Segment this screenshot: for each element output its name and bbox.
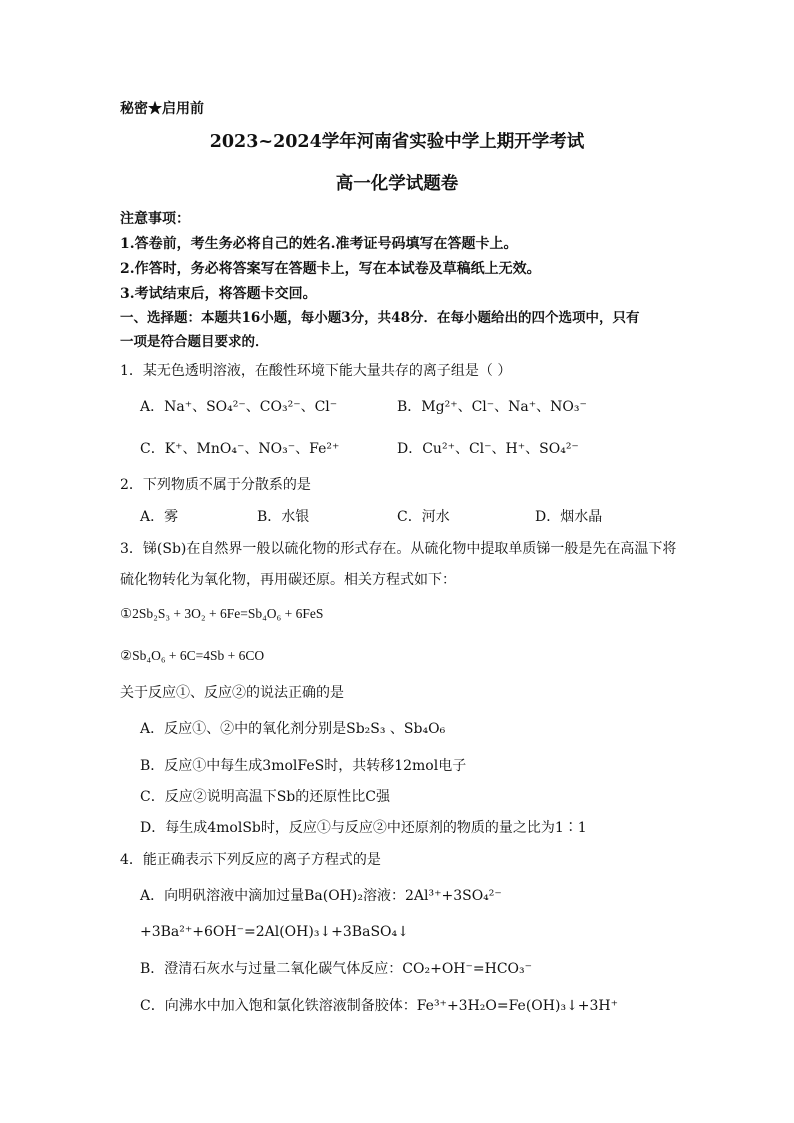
question-1-option-d: D．Cu²⁺、Cl⁻、H⁺、SO₄²⁻ (397, 441, 579, 457)
question-3-option-b: B．反应①中每生成3molFeS时，共转移12mol电子 (140, 758, 467, 774)
question-4-option-a-line2: +3Ba²⁺+6OH⁻=2Al(OH)₃↓+3BaSO₄↓ (140, 924, 409, 940)
note-3: 3.考试结束后，将答题卡交回。 (120, 286, 317, 302)
question-2-option-d: D．烟水晶 (535, 509, 603, 525)
paper-subtitle: 高一化学试题卷 (335, 174, 459, 194)
section-instructions-line2: 一项是符合题目要求的． (120, 334, 269, 350)
question-3-stem-line1: 3．锑(Sb)在自然界一般以硫化物的形式存在。从硫化物中提取单质锑一般是先在高温下将 (120, 541, 677, 557)
notes-heading: 注意事项： (120, 211, 190, 227)
equation-2: ②Sb₄O₆ + 6C=4Sb + 6CO (120, 648, 265, 663)
question-2-option-b: B．水银 (257, 509, 310, 525)
question-2-option-c: C．河水 (397, 509, 450, 525)
question-4-option-c: C．向沸水中加入饱和氯化铁溶液制备胶体：Fe³⁺+3H₂O=Fe(OH)₃↓+3H⁺ (140, 998, 619, 1014)
equation-1: ①2Sb₂S₃ + 3O₂ + 6Fe=Sb₄O₆ + 6FeS (120, 606, 324, 621)
question-4-stem: 4．能正确表示下列反应的离子方程式的是 (120, 852, 381, 868)
question-2-stem: 2．下列物质不属于分散系的是 (120, 477, 311, 493)
question-3-option-c: C．反应②说明高温下Sb的还原性比C强 (140, 789, 390, 805)
exam-title: 2023~2024学年河南省实验中学上期开学考试 (209, 132, 585, 152)
note-1: 1.答卷前，考生务必将自己的姓名.准考证号码填写在答题卡上。 (120, 236, 518, 252)
question-4-option-a-line1: A．向明矾溶液中滴加过量Ba(OH)₂溶液：2Al³⁺+3SO₄²⁻ (140, 888, 502, 904)
question-1-option-c: C．K⁺、MnO₄⁻、NO₃⁻、Fe²⁺ (140, 441, 340, 457)
note-2: 2.作答时，务必将答案写在答题卡上，写在本试卷及草稿纸上无效。 (120, 261, 541, 277)
question-1-option-a: A．Na⁺、SO₄²⁻、CO₃²⁻、Cl⁻ (140, 399, 338, 415)
question-3-stem-line2: 硫化物转化为氧化物，再用碳还原。相关方程式如下： (120, 572, 456, 588)
question-3-ask: 关于反应①、反应②的说法正确的是 (120, 685, 344, 701)
question-4-option-b: B．澄清石灰水与过量二氧化碳气体反应：CO₂+OH⁻=HCO₃⁻ (140, 961, 533, 977)
question-1-stem: 1．某无色透明溶液，在酸性环境下能大量共存的离子组是（ ） (120, 363, 512, 379)
question-1-option-b: B．Mg²⁺、Cl⁻、Na⁺、NO₃⁻ (397, 399, 587, 415)
confidential-label: 秘密★启用前 (120, 101, 204, 117)
section-instructions-line1: 一、选择题：本题共16小题，每小题3分，共48分．在每小题给出的四个选项中，只有 (120, 310, 640, 326)
question-2-option-a: A．雾 (140, 509, 179, 525)
question-3-option-d: D．每生成4molSb时，反应①与反应②中还原剂的物质的量之比为1∶1 (140, 820, 587, 836)
question-3-option-a: A．反应①、②中的氧化剂分别是Sb₂S₃ 、Sb₄O₆ (140, 721, 446, 737)
